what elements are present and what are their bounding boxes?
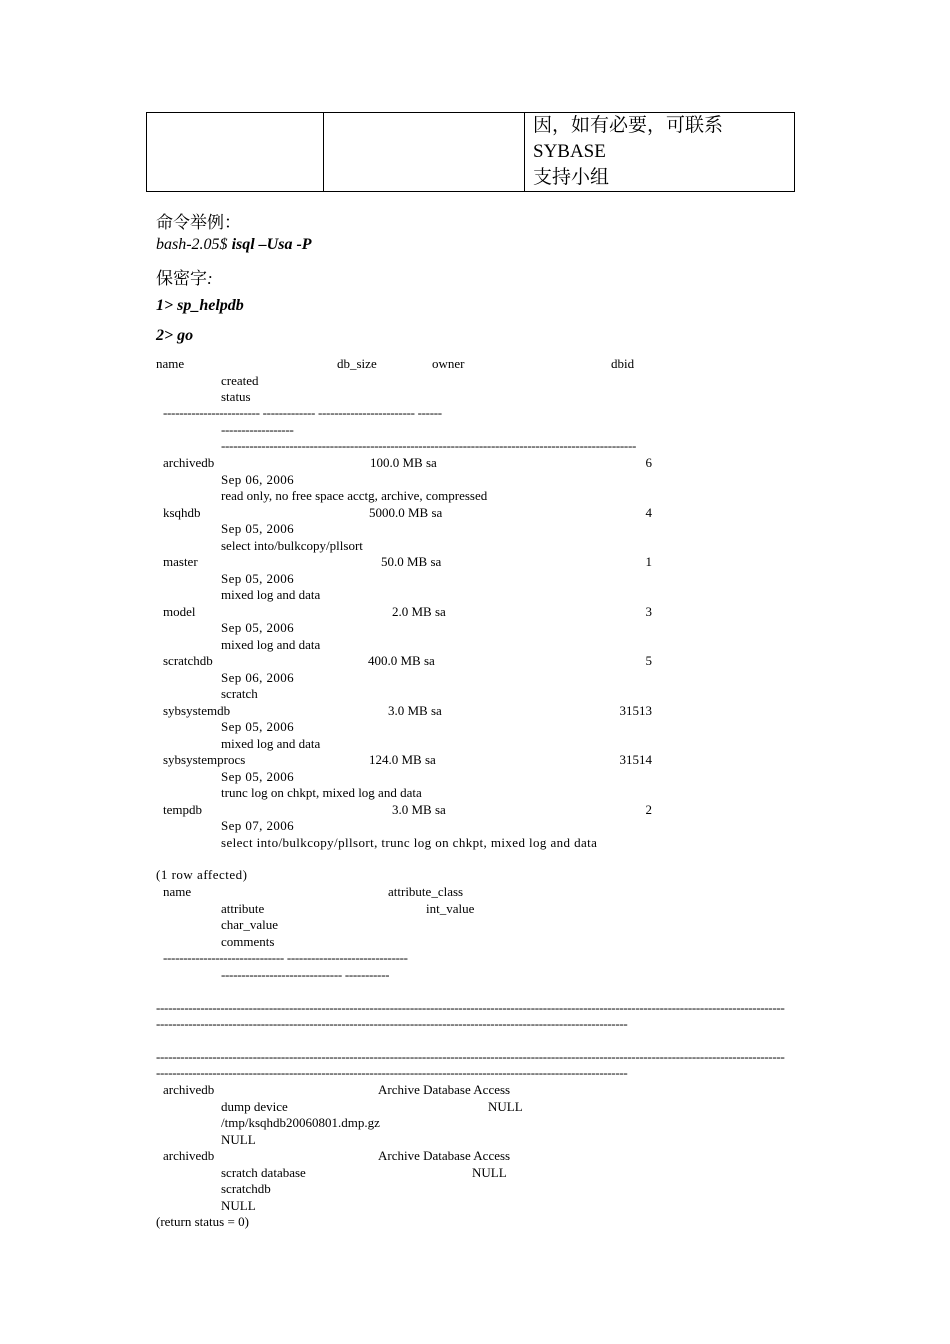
isql-command: isql –Usa -P — [231, 236, 312, 253]
attr-attribute: scratch database — [221, 1164, 306, 1180]
attr-comments: NULL — [221, 1197, 256, 1213]
separator: --------------------------------------------------------------------------------------------------------------------- — [156, 1016, 628, 1031]
db-size-owner: 400.0 MB sa — [368, 653, 435, 668]
db-created: Sep 07, 2006 — [221, 818, 295, 833]
rows-affected: (1 row affected) — [156, 867, 248, 882]
db-size-owner: 100.0 MB sa — [370, 455, 437, 470]
header-created: created — [221, 373, 259, 388]
separator: ------------------------------ ----------- — [221, 967, 390, 982]
return-status: (return status = 0) — [156, 1214, 249, 1229]
separator: ------------------------------ ------------------------------ — [163, 950, 408, 965]
db-created: Sep 05, 2006 — [221, 521, 295, 536]
attr-attribute: dump device — [221, 1098, 288, 1114]
db-id: 4 — [645, 504, 652, 520]
isql-line-2 — [156, 327, 193, 345]
attr-int-value: NULL — [488, 1098, 523, 1114]
header-dbid: dbid — [611, 356, 635, 371]
db-created: Sep 05, 2006 — [221, 719, 295, 734]
cell-text-line1: 因，如有必要，可联系 SYBASE — [533, 115, 724, 162]
separator: --------------------------------------------------------------------------------------------------------------------- — [156, 1065, 628, 1080]
db-name: scratchdb — [163, 653, 213, 668]
info-table — [146, 112, 795, 192]
db-size-owner: 3.0 MB sa — [392, 801, 446, 817]
db-status: mixed log and data — [221, 587, 321, 602]
db-status: select into/bulkcopy/pllsort, trunc log on chkpt, mixed log and data — [221, 834, 598, 850]
attr-class: Archive Database Access — [378, 1148, 511, 1163]
attr-header-class: attribute_class — [388, 884, 464, 899]
db-created: Sep 06, 2006 — [221, 471, 295, 487]
attr-header-int-value: int_value — [426, 901, 475, 916]
attr-header-char-value: char_value — [221, 917, 279, 932]
password-prompt — [156, 264, 213, 289]
attr-char-value: /tmp/ksqhdb20060801.dmp.gz — [221, 1115, 380, 1130]
separator: ------------------------------------------------------------------------------------------------------- — [221, 438, 636, 453]
db-status: mixed log and data — [221, 735, 321, 751]
header-db-size: db_size — [337, 356, 377, 371]
db-name: model — [163, 603, 196, 619]
table-cell-1 — [147, 113, 324, 192]
db-status: select into/bulkcopy/pllsort — [221, 537, 363, 553]
db-status: trunc log on chkpt, mixed log and data — [221, 785, 422, 800]
table-cell-3 — [525, 113, 795, 192]
db-size-owner: 50.0 MB sa — [381, 554, 442, 569]
db-created: Sep 05, 2006 — [221, 768, 295, 784]
attr-class: Archive Database Access — [378, 1082, 511, 1097]
db-name: archivedb — [163, 455, 215, 470]
attr-comments: NULL — [221, 1131, 256, 1147]
header-name: name — [156, 356, 185, 371]
db-created: Sep 05, 2006 — [221, 570, 295, 586]
attr-header-attribute: attribute — [221, 901, 265, 916]
db-status: read only, no free space acctg, archive, compressed — [221, 488, 488, 503]
example-label: 命令举例： — [156, 213, 241, 232]
db-id: 3 — [645, 603, 652, 619]
attr-name: archivedb — [163, 1148, 215, 1163]
db-name: sybsystemdb — [163, 702, 231, 718]
db-size-owner: 5000.0 MB sa — [369, 504, 443, 520]
header-owner: owner — [432, 356, 465, 371]
db-id: 31514 — [619, 752, 652, 767]
password-colon: : — [207, 269, 213, 288]
separator: ------------------ — [221, 422, 294, 437]
db-name: ksqhdb — [163, 504, 201, 520]
db-id: 1 — [645, 554, 652, 569]
attr-int-value: NULL — [472, 1164, 507, 1180]
go-command: go — [177, 327, 194, 344]
db-name: tempdb — [163, 801, 202, 817]
db-created: Sep 05, 2006 — [221, 620, 295, 635]
db-created: Sep 06, 2006 — [221, 669, 295, 685]
isql-line-1: 1> sp_helpdb — [156, 297, 244, 314]
command-line — [156, 236, 312, 254]
attr-name: archivedb — [163, 1082, 215, 1097]
attr-header-name: name — [163, 884, 192, 899]
attr-header-comments: comments — [221, 934, 275, 949]
separator: ------------------------ ------------- ------------------------ ------ — [163, 405, 442, 420]
header-status: status — [221, 389, 251, 404]
cell-text-line2: 支持小组 — [533, 167, 610, 188]
table-cell-2 — [324, 113, 525, 192]
password-label: 保密字 — [156, 269, 207, 288]
shell-prompt: bash-2.05$ — [156, 236, 232, 253]
db-id: 2 — [645, 801, 652, 817]
db-status: mixed log and data — [221, 636, 321, 652]
db-id: 6 — [645, 455, 652, 470]
separator: ------------------------------------------------------------------------------------------------------------------------------------------------------------ — [156, 1000, 785, 1015]
attr-char-value: scratchdb — [221, 1181, 271, 1196]
db-size-owner: 2.0 MB sa — [392, 603, 446, 619]
db-status: scratch — [221, 686, 258, 701]
db-size-owner: 124.0 MB sa — [369, 752, 436, 767]
db-name: master — [163, 554, 198, 569]
separator: ------------------------------------------------------------------------------------------------------------------------------------------------------------ — [156, 1049, 785, 1064]
db-id: 5 — [645, 653, 652, 668]
line-number: 2> — [156, 327, 178, 344]
db-name: sybsystemprocs — [163, 752, 246, 767]
db-size-owner: 3.0 MB sa — [388, 702, 442, 718]
db-id: 31513 — [619, 702, 652, 718]
